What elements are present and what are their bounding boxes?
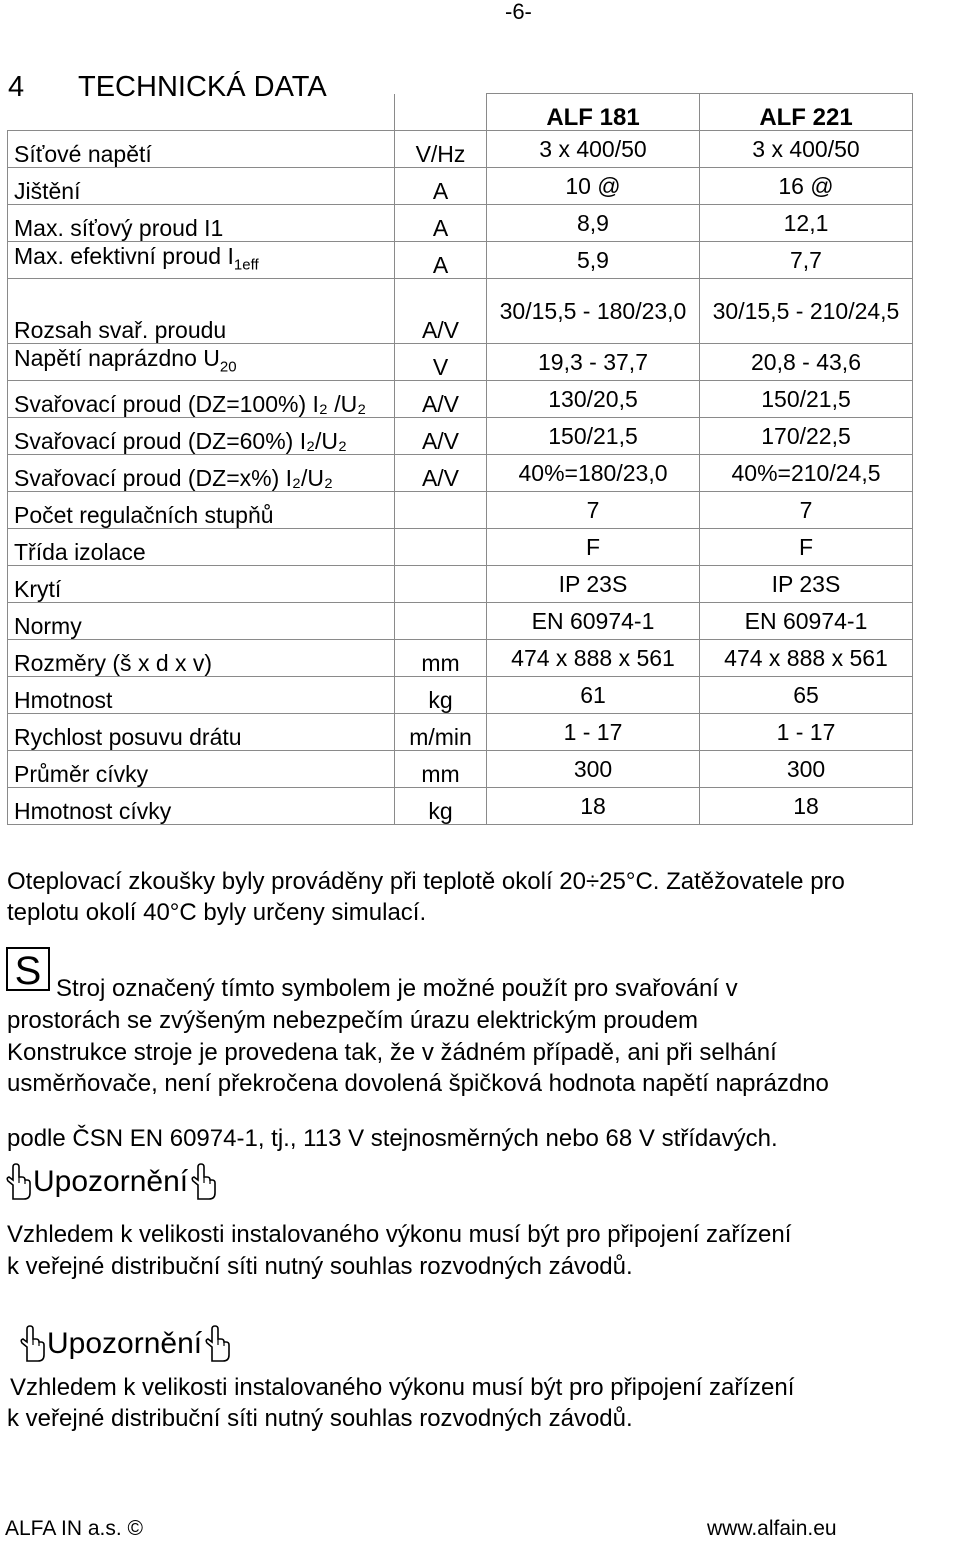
section-heading: TECHNICKÁ DATA (78, 71, 327, 104)
table-row (8, 279, 913, 344)
table-row (8, 566, 913, 603)
value-alf221: 65 (700, 677, 913, 714)
value-alf181: 5,9 (487, 242, 700, 279)
unit-cell (395, 603, 487, 640)
table-row (8, 168, 913, 205)
value-alf221: 300 (700, 751, 913, 788)
value-alf181: 7 (487, 492, 700, 529)
value-alf181: 1 - 17 (487, 714, 700, 751)
param-label: Počet regulačních stupňů (14, 502, 274, 528)
test-note-line-1: Oteplovací zkoušky byly prováděny při teplotě okolí 20÷25°C. Zatěžovatele pro (7, 868, 845, 895)
value-alf221: 18 (700, 788, 913, 825)
model-header-alf221: ALF 221 (700, 94, 913, 131)
table-row (8, 344, 913, 381)
param-cell (8, 788, 395, 825)
param-subscript: 20 (219, 359, 237, 376)
pointing-hand-icon (17, 1325, 47, 1363)
model-header-alf181: ALF 181 (487, 94, 700, 131)
header-blank-cell (395, 94, 487, 131)
param-label: Rychlost posuvu drátu (14, 724, 242, 750)
table-row (8, 751, 913, 788)
value-alf221: 1 - 17 (700, 714, 913, 751)
param-cell (8, 566, 395, 603)
param-label: Krytí (14, 576, 62, 602)
param-cell (8, 751, 395, 788)
table-row (8, 381, 913, 418)
table-row (8, 492, 913, 529)
unit-cell: A/V (395, 279, 487, 344)
value-alf221: F (700, 529, 913, 566)
s-symbol-line-1: Stroj označený tímto symbolem je možné použít pro svařování v (56, 975, 738, 1002)
param-cell (8, 714, 395, 751)
unit-cell: A (395, 242, 487, 279)
value-alf181: 300 (487, 751, 700, 788)
value-alf181: IP 23S (487, 566, 700, 603)
s-symbol-line-4: usměrňovače, není překročena dovolená špičková hodnota napětí naprázdno (7, 1070, 829, 1097)
unit-cell: A/V (395, 418, 487, 455)
table-header-row (8, 94, 913, 131)
unit-cell: V (395, 344, 487, 381)
value-alf221: 150/21,5 (700, 381, 913, 418)
pointing-hand-icon (188, 1163, 218, 1201)
warning-title: Upozornění (33, 1165, 189, 1198)
value-alf221: IP 23S (700, 566, 913, 603)
footer-website[interactable]: www.alfain.eu (707, 1517, 837, 1540)
header-blank-cell (8, 94, 395, 131)
param-cell (8, 529, 395, 566)
param-cell (8, 381, 395, 418)
param-subscript: 1eff (233, 257, 259, 274)
table-row (8, 788, 913, 825)
unit-cell: A/V (395, 455, 487, 492)
table-row (8, 131, 913, 168)
value-alf181: EN 60974-1 (487, 603, 700, 640)
param-cell (8, 131, 395, 168)
param-cell (8, 242, 395, 279)
param-cell (8, 455, 395, 492)
value-alf221: 3 x 400/50 (700, 131, 913, 168)
value-alf181: 10 @ (487, 168, 700, 205)
value-alf221: EN 60974-1 (700, 603, 913, 640)
value-alf221: 40%=210/24,5 (700, 455, 913, 492)
table-row (8, 603, 913, 640)
value-alf221: 20,8 - 43,6 (700, 344, 913, 381)
warning-1-line-1: Vzhledem k velikosti instalovaného výkonu musí být pro připojení zařízení (7, 1221, 792, 1248)
param-label: Max. efektivní proud I (14, 243, 234, 270)
param-cell (8, 603, 395, 640)
s-symbol-line-5: podle ČSN EN 60974-1, tj., 113 V stejnosměrných nebo 68 V střídavých. (7, 1125, 778, 1152)
value-alf181: 474 x 888 x 561 (487, 640, 700, 677)
value-alf221: 7,7 (700, 242, 913, 279)
param-label: Napětí naprázdno U (14, 345, 220, 372)
value-alf181: 3 x 400/50 (487, 131, 700, 168)
value-alf221: 170/22,5 (700, 418, 913, 455)
table-row (8, 418, 913, 455)
value-alf181: 150/21,5 (487, 418, 700, 455)
technical-data-table (7, 93, 913, 825)
unit-cell: mm (395, 751, 487, 788)
param-label: Třída izolace (14, 539, 146, 565)
value-alf181: 61 (487, 677, 700, 714)
table-row (8, 640, 913, 677)
section-number: 4 (8, 71, 25, 104)
param-label: Hmotnost cívky (14, 798, 172, 824)
unit-cell: m/min (395, 714, 487, 751)
param-label: Svařovací proud (DZ=100%) I₂ /U₂ (14, 391, 367, 417)
table-row (8, 242, 913, 279)
param-label: Jištění (14, 178, 81, 204)
param-cell (8, 168, 395, 205)
warning-1-line-2: k veřejné distribuční síti nutný souhlas rozvodných závodů. (7, 1253, 633, 1280)
value-alf181: F (487, 529, 700, 566)
param-label: Rozsah svař. proudu (14, 317, 227, 343)
value-alf221: 30/15,5 - 210/24,5 (700, 279, 913, 344)
value-alf181: 19,3 - 37,7 (487, 344, 700, 381)
s-symbol-line-2: prostorách se zvýšeným nebezpečím úrazu elektrickým proudem (7, 1007, 698, 1034)
table-row (8, 677, 913, 714)
value-alf181: 40%=180/23,0 (487, 455, 700, 492)
unit-cell (395, 529, 487, 566)
table-row (8, 205, 913, 242)
param-cell (8, 344, 395, 381)
s-symbol-icon: S (6, 947, 50, 991)
unit-cell: V/Hz (395, 131, 487, 168)
param-label: Normy (14, 613, 82, 639)
table-row (8, 455, 913, 492)
footer-company: ALFA IN a.s. © (5, 1517, 144, 1540)
table-row (8, 529, 913, 566)
param-cell (8, 677, 395, 714)
warning-title: Upozornění (47, 1327, 203, 1360)
value-alf181: 30/15,5 - 180/23,0 (487, 279, 700, 344)
unit-cell: A (395, 168, 487, 205)
param-label: Max. síťový proud I1 (14, 215, 224, 241)
value-alf181: 18 (487, 788, 700, 825)
s-symbol-line-3: Konstrukce stroje je provedena tak, že v žádném případě, ani při selhání (7, 1039, 777, 1066)
page-number: -6- (505, 0, 532, 24)
unit-cell: kg (395, 677, 487, 714)
warning-2-line-2: k veřejné distribuční síti nutný souhlas rozvodných závodů. (7, 1405, 633, 1432)
value-alf221: 474 x 888 x 561 (700, 640, 913, 677)
value-alf181: 130/20,5 (487, 381, 700, 418)
pointing-hand-icon (202, 1325, 232, 1363)
unit-cell: A/V (395, 381, 487, 418)
param-cell (8, 492, 395, 529)
param-cell (8, 205, 395, 242)
value-alf221: 12,1 (700, 205, 913, 242)
param-cell (8, 640, 395, 677)
param-cell (8, 279, 395, 344)
value-alf221: 16 @ (700, 168, 913, 205)
unit-cell (395, 492, 487, 529)
param-cell (8, 418, 395, 455)
param-label: Svařovací proud (DZ=60%) I₂/U₂ (14, 428, 347, 454)
param-label: Síťové napětí (14, 141, 152, 167)
param-label: Průměr cívky (14, 761, 149, 787)
pointing-hand-icon (3, 1163, 33, 1201)
test-note-line-2: teplotu okolí 40°C byly určeny simulací. (7, 899, 427, 926)
warning-heading-2 (17, 1325, 232, 1363)
unit-cell: mm (395, 640, 487, 677)
unit-cell: kg (395, 788, 487, 825)
value-alf181: 8,9 (487, 205, 700, 242)
warning-2-line-1: Vzhledem k velikosti instalovaného výkonu musí být pro připojení zařízení (10, 1374, 795, 1401)
unit-cell (395, 566, 487, 603)
unit-cell: A (395, 205, 487, 242)
param-label: Svařovací proud (DZ=x%) I₂/U₂ (14, 465, 333, 491)
warning-heading-1 (3, 1163, 218, 1201)
param-label: Rozměry (š x d x v) (14, 650, 213, 676)
table-body (8, 131, 913, 825)
value-alf221: 7 (700, 492, 913, 529)
table-row (8, 714, 913, 751)
param-label: Hmotnost (14, 687, 113, 713)
